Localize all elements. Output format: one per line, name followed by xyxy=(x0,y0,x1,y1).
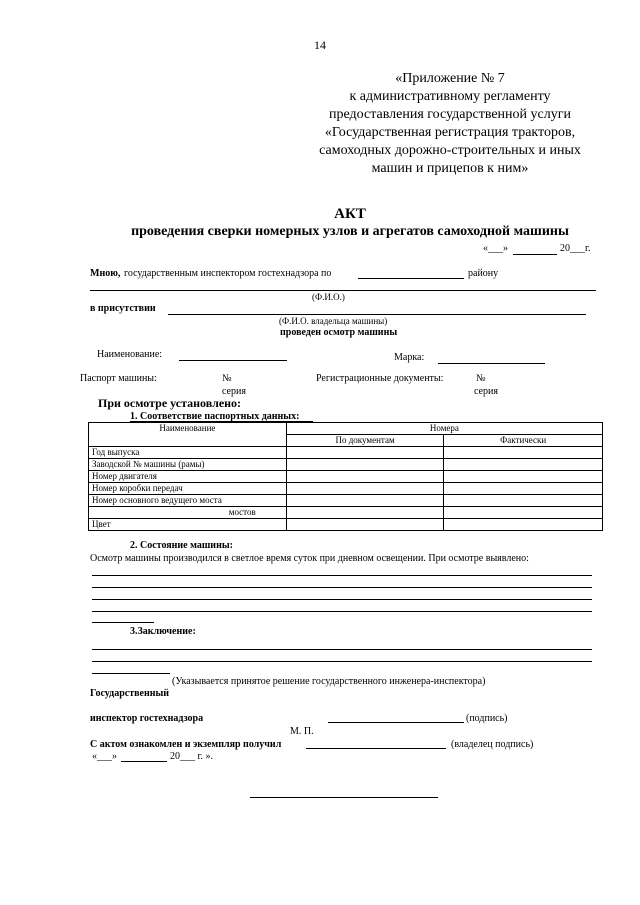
table-cell-actual[interactable] xyxy=(444,471,603,483)
table-row-label: Номер коробки передач xyxy=(89,483,287,495)
table-row-label: Год выпуска xyxy=(89,447,287,459)
conclusion-line[interactable] xyxy=(92,649,592,650)
reg-docs-series-label: серия xyxy=(474,386,498,397)
brand-field[interactable] xyxy=(438,363,545,364)
table-header-docs: По документам xyxy=(286,435,444,447)
appendix-line: «Приложение № 7 xyxy=(395,71,505,86)
table-cell-actual[interactable] xyxy=(444,459,603,471)
act-date-day: «___» xyxy=(483,243,508,254)
sign-date-year: 20___ г. ». xyxy=(170,751,213,762)
table-cell-docs[interactable] xyxy=(286,507,444,519)
section1-heading: 1. Соответствие паспортных данных: xyxy=(130,411,300,422)
findings-line[interactable] xyxy=(92,611,592,612)
bottom-separator xyxy=(250,797,438,798)
inspector-fio-field[interactable] xyxy=(90,290,596,291)
table-cell-actual[interactable] xyxy=(444,519,603,531)
conclusion-line[interactable] xyxy=(92,661,592,662)
brand-label: Марка: xyxy=(394,352,425,363)
findings-line[interactable] xyxy=(92,587,592,588)
presence-label: в присутствии xyxy=(90,303,156,314)
table-row-label: Цвет xyxy=(89,519,287,531)
table-row-label: Номер основного ведущего моста xyxy=(89,495,287,507)
state-label: Государственный xyxy=(90,688,170,699)
appendix-line: предоставления государственной услуги xyxy=(329,107,571,122)
table-header-actual: Фактически xyxy=(444,435,603,447)
findings-line[interactable] xyxy=(92,599,592,600)
inspector-label: инспектор гостехнадзора xyxy=(90,713,204,724)
table-cell-actual[interactable] xyxy=(444,447,603,459)
appendix-line: самоходных дорожно-строительных и иных xyxy=(319,143,581,158)
table-cell-actual[interactable] xyxy=(444,495,603,507)
inspection-heading: При осмотре установлено: xyxy=(98,396,242,410)
inspection-done: проведен осмотр машины xyxy=(280,327,398,338)
act-title: АКТ xyxy=(334,206,366,222)
table-cell-docs[interactable] xyxy=(286,459,444,471)
decision-caption: (Указывается принятое решение государственного инженера-инспектора) xyxy=(172,676,486,687)
table-row xyxy=(89,447,603,459)
passport-label: Паспорт машины: xyxy=(80,373,157,384)
table-row-label: мостов xyxy=(89,507,287,519)
act-subtitle: проведения сверки номерных узлов и агрегатов самоходной машины xyxy=(131,224,569,239)
passport-number-sign: № xyxy=(222,373,232,384)
table-header-numbers: Номера xyxy=(286,423,602,435)
district-field[interactable] xyxy=(358,278,464,279)
signature-caption: (подпись) xyxy=(466,713,508,724)
name-label: Наименование: xyxy=(97,349,163,360)
table-row-label: Заводской № машины (рамы) xyxy=(89,459,287,471)
table-row xyxy=(89,495,603,507)
section3-heading: 3.Заключение: xyxy=(130,626,196,637)
table-cell-docs[interactable] xyxy=(286,519,444,531)
owner-fio-caption: (Ф.И.О. владельца машины) xyxy=(279,316,388,326)
sign-date-day: «___» xyxy=(92,751,117,762)
table-cell-actual[interactable] xyxy=(444,507,603,519)
appendix-header xyxy=(300,70,600,178)
appendix-line: машин и прицепов к ним» xyxy=(371,161,529,176)
appendix-line: «Государственная регистрация тракторов, xyxy=(324,125,576,140)
appendix-line: к административному регламенту xyxy=(349,89,551,104)
stamp-label: М. П. xyxy=(290,726,314,737)
passport-data-table xyxy=(88,422,603,531)
page-number: 14 xyxy=(314,38,326,52)
owner-fio-field[interactable] xyxy=(168,314,586,315)
table-header-name: Наименование xyxy=(89,423,287,447)
table-row xyxy=(89,471,603,483)
act-date-month-line xyxy=(513,254,557,255)
findings-line[interactable] xyxy=(92,575,592,576)
section2-text: Осмотр машины производился в светлое время суток при дневном освещении. При осмотре выявлено: xyxy=(90,553,529,564)
table-cell-actual[interactable] xyxy=(444,483,603,495)
name-field[interactable] xyxy=(179,360,287,361)
table-cell-docs[interactable] xyxy=(286,447,444,459)
section2-heading: 2. Состояние машины: xyxy=(130,540,233,551)
inspector-prefix: Мною, xyxy=(90,268,121,279)
table-cell-docs[interactable] xyxy=(286,483,444,495)
inspector-text: государственным инспектором гостехнадзора по xyxy=(124,268,332,279)
table-row xyxy=(89,483,603,495)
table-header-row xyxy=(89,423,603,435)
reg-docs-label: Регистрационные документы: xyxy=(316,373,444,384)
table-cell-docs[interactable] xyxy=(286,495,444,507)
table-row xyxy=(89,519,603,531)
owner-signature-field[interactable] xyxy=(306,748,446,749)
inspector-suffix: району xyxy=(468,268,499,279)
conclusion-line-short[interactable] xyxy=(92,673,170,674)
table-row-label: Номер двигателя xyxy=(89,471,287,483)
act-date-year: 20___г. xyxy=(560,243,591,254)
inspector-signature-field[interactable] xyxy=(328,722,464,723)
acquainted-label: С актом ознакомлен и экземпляр получил xyxy=(90,739,282,750)
findings-line-short[interactable] xyxy=(92,622,154,623)
passport-series-label: серия xyxy=(222,386,246,397)
table-cell-docs[interactable] xyxy=(286,471,444,483)
table-row xyxy=(89,507,603,519)
sign-date-month-line[interactable] xyxy=(121,761,167,762)
fio-caption: (Ф.И.О.) xyxy=(312,292,345,302)
reg-docs-number-sign: № xyxy=(476,373,486,384)
owner-signature-caption: (владелец подпись) xyxy=(451,739,534,750)
table-row xyxy=(89,459,603,471)
